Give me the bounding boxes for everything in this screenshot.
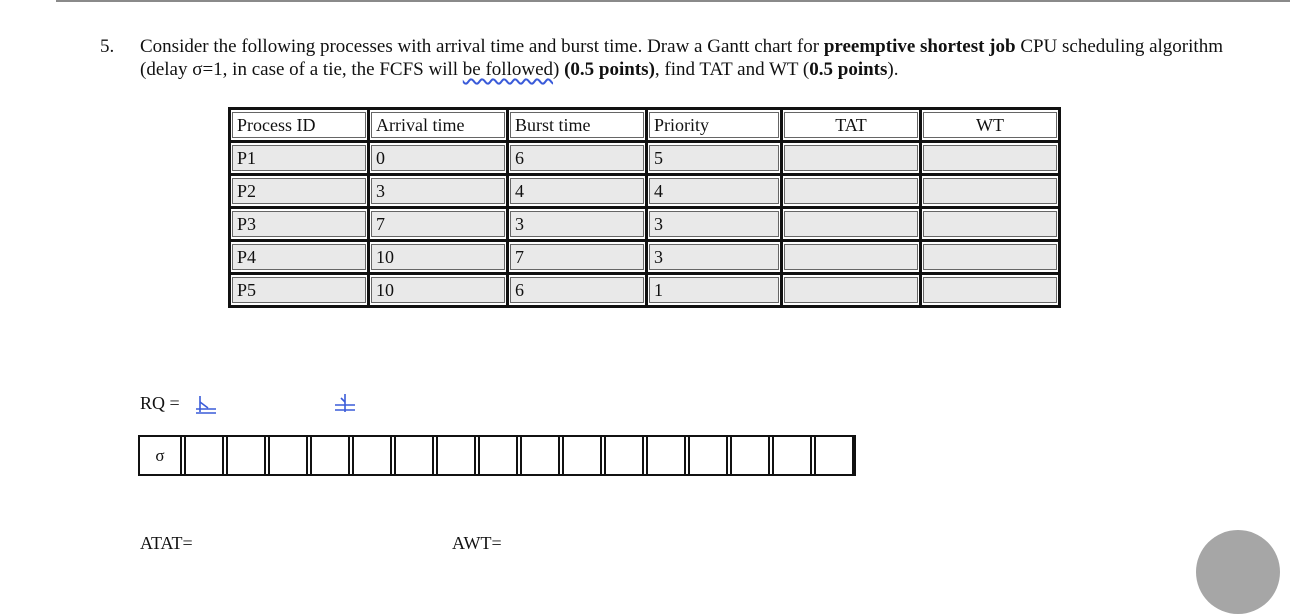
- gantt-cell[interactable]: [478, 437, 518, 474]
- table-cell[interactable]: [782, 175, 921, 208]
- atat-label: ATAT=: [140, 533, 193, 553]
- gantt-cell[interactable]: [394, 437, 434, 474]
- header-label: WT: [923, 112, 1057, 138]
- gantt-cell[interactable]: [184, 437, 224, 474]
- cell-text: 3: [649, 211, 779, 237]
- cell-text: [923, 277, 1057, 303]
- cell-text: P5: [232, 277, 366, 303]
- table-header-row: [230, 109, 1060, 142]
- floating-action-button[interactable]: [1196, 530, 1280, 614]
- table-cell[interactable]: [369, 274, 508, 307]
- table-cell[interactable]: [508, 175, 647, 208]
- process-table: [228, 107, 1061, 308]
- table-cell[interactable]: [782, 142, 921, 175]
- gantt-cell[interactable]: [730, 437, 770, 474]
- header-label: Process ID: [232, 112, 366, 138]
- header-label: Arrival time: [371, 112, 505, 138]
- cell-text: [784, 211, 918, 237]
- gantt-cell[interactable]: [520, 437, 560, 474]
- table-cell[interactable]: [921, 175, 1060, 208]
- question-text: [140, 35, 1240, 81]
- gantt-cell[interactable]: [226, 437, 266, 474]
- cell-text: P4: [232, 244, 366, 270]
- table-cell[interactable]: [647, 274, 782, 307]
- question-bold-algorithm: preemptive shortest job: [823, 36, 1016, 57]
- table-cell[interactable]: [508, 208, 647, 241]
- table-cell[interactable]: [508, 241, 647, 274]
- question-text-part: , find TAT and WT (: [654, 59, 810, 80]
- gantt-cell[interactable]: [268, 437, 308, 474]
- table-cell[interactable]: [921, 274, 1060, 307]
- gantt-cell[interactable]: [604, 437, 644, 474]
- cell-text: 10: [371, 244, 505, 270]
- top-divider: [56, 0, 1290, 2]
- question-text-part: Consider the following processes with arrival time and burst time. Draw a Gantt chart for: [140, 36, 824, 57]
- question-block: [100, 35, 1240, 81]
- table-cell[interactable]: [921, 142, 1060, 175]
- cell-text: [784, 145, 918, 171]
- cell-text: [784, 244, 918, 270]
- header-cell: [230, 109, 369, 142]
- header-cell: [369, 109, 508, 142]
- question-bold-points: 0.5 points: [809, 59, 888, 80]
- cell-text: P2: [232, 178, 366, 204]
- table-cell[interactable]: [369, 175, 508, 208]
- table-row: [230, 208, 1060, 241]
- table-cell[interactable]: [230, 274, 369, 307]
- table-cell[interactable]: [782, 208, 921, 241]
- cell-text: 10: [371, 277, 505, 303]
- question-number: 5.: [100, 36, 115, 57]
- cell-text: [923, 178, 1057, 204]
- gantt-cell[interactable]: [352, 437, 392, 474]
- gantt-cell[interactable]: [646, 437, 686, 474]
- table-cell[interactable]: [230, 142, 369, 175]
- table-row: [230, 142, 1060, 175]
- cell-text: 4: [649, 178, 779, 204]
- table-cell[interactable]: [369, 241, 508, 274]
- annotation-mark-icon[interactable]: [196, 394, 216, 416]
- table-cell[interactable]: [782, 274, 921, 307]
- annotation-mark-icon[interactable]: [335, 392, 355, 414]
- cell-text: 6: [510, 145, 644, 171]
- cell-text: 0: [371, 145, 505, 171]
- table-row: [230, 241, 1060, 274]
- cell-text: [923, 244, 1057, 270]
- cell-text: [784, 178, 918, 204]
- awt-label: AWT=: [452, 533, 502, 553]
- cell-text: P3: [232, 211, 366, 237]
- table-row: [230, 274, 1060, 307]
- cell-text: 3: [649, 244, 779, 270]
- cell-text: [784, 277, 918, 303]
- cell-text: [923, 145, 1057, 171]
- question-text-part: CPU scheduling algorithm (delay σ=1, in case of a tie, the FCFS will: [140, 36, 1223, 80]
- table-cell[interactable]: [921, 208, 1060, 241]
- cell-text: 7: [371, 211, 505, 237]
- table-cell[interactable]: [921, 241, 1060, 274]
- cell-text: P1: [232, 145, 366, 171]
- gantt-cell[interactable]: [436, 437, 476, 474]
- cell-text: [923, 211, 1057, 237]
- header-cell: [508, 109, 647, 142]
- table-cell[interactable]: [647, 208, 782, 241]
- table-cell[interactable]: [782, 241, 921, 274]
- question-bold-points: (0.5 points): [564, 59, 655, 80]
- gantt-cell[interactable]: [814, 437, 854, 474]
- cell-text: 1: [649, 277, 779, 303]
- cell-text: 4: [510, 178, 644, 204]
- cell-text: 3: [371, 178, 505, 204]
- ready-queue-label: RQ =: [140, 393, 180, 413]
- header-label: Priority: [649, 112, 779, 138]
- table-row: [230, 175, 1060, 208]
- header-cell: [647, 109, 782, 142]
- header-cell: [921, 109, 1060, 142]
- table-cell[interactable]: [230, 208, 369, 241]
- question-text-part: ).: [887, 59, 899, 80]
- table-cell[interactable]: [508, 274, 647, 307]
- table-cell[interactable]: [508, 142, 647, 175]
- cell-text: 3: [510, 211, 644, 237]
- table-cell[interactable]: [369, 208, 508, 241]
- table-cell[interactable]: [230, 175, 369, 208]
- table-cell[interactable]: [647, 142, 782, 175]
- spellcheck-squiggle-text[interactable]: be followed: [462, 59, 554, 80]
- table-cell[interactable]: [230, 241, 369, 274]
- gantt-cell[interactable]: [310, 437, 350, 474]
- cell-text: 6: [510, 277, 644, 303]
- cell-text: 5: [649, 145, 779, 171]
- gantt-cell-sigma[interactable]: σ: [140, 437, 182, 474]
- gantt-cell[interactable]: [562, 437, 602, 474]
- gantt-cell[interactable]: [772, 437, 812, 474]
- gantt-chart: [138, 435, 856, 476]
- header-label: TAT: [784, 112, 918, 138]
- cell-text: 7: [510, 244, 644, 270]
- header-cell: [782, 109, 921, 142]
- table-cell[interactable]: [647, 175, 782, 208]
- table-cell[interactable]: [647, 241, 782, 274]
- header-label: Burst time: [510, 112, 644, 138]
- gantt-cell[interactable]: [688, 437, 728, 474]
- table-cell[interactable]: [369, 142, 508, 175]
- question-text-part: ): [553, 59, 565, 80]
